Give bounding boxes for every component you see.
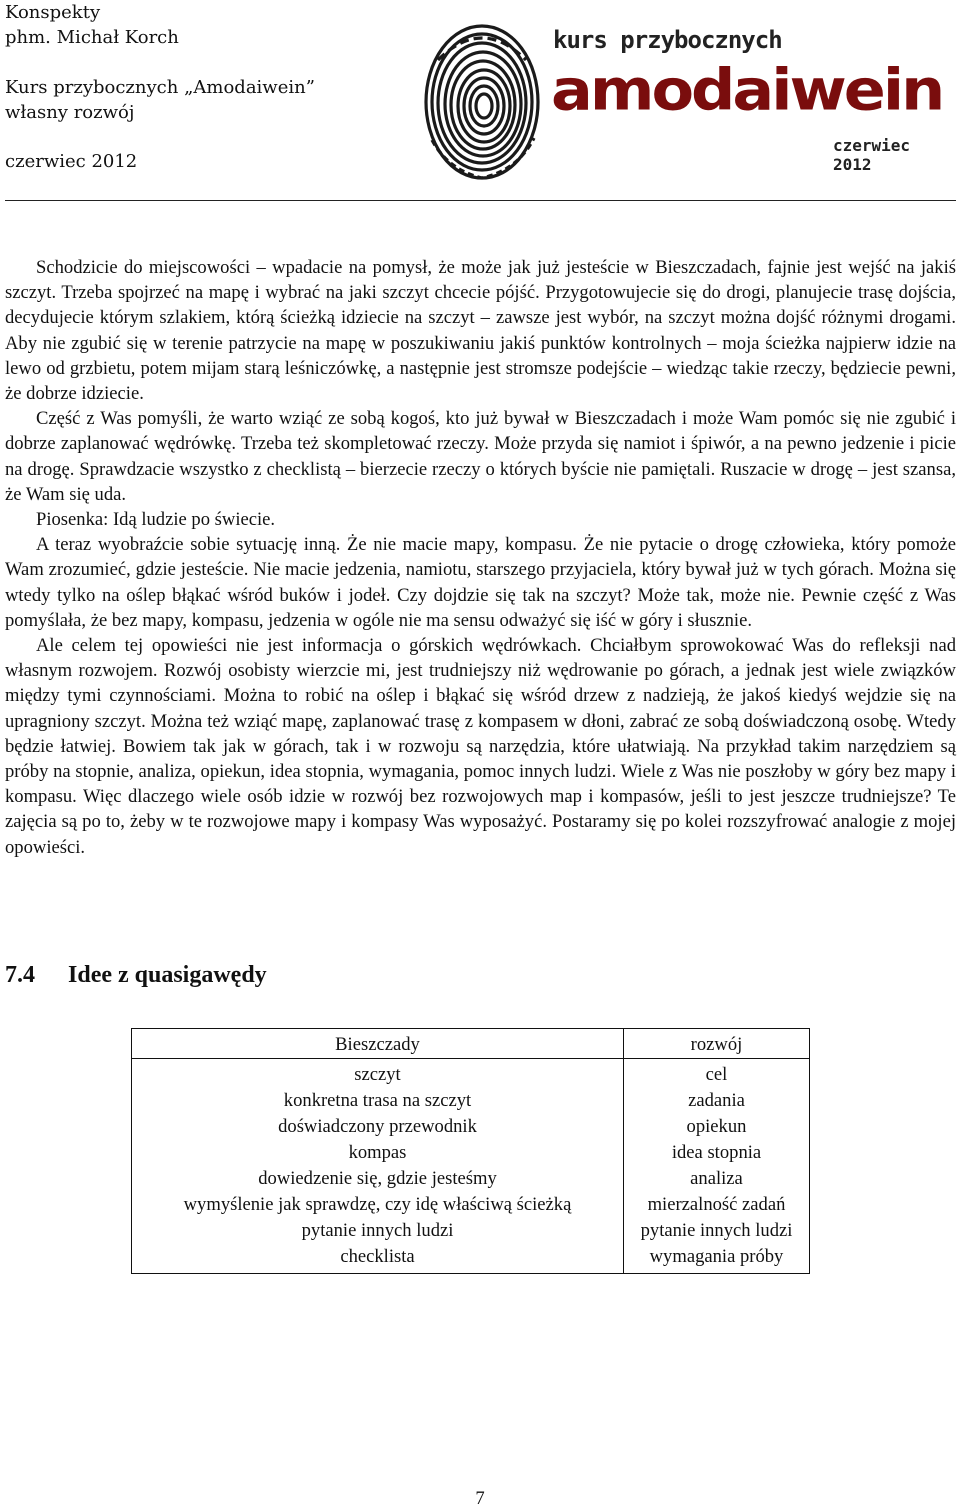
table-cell: mierzalność zadań: [624, 1192, 810, 1218]
table-row: [132, 1114, 810, 1140]
header-course: Kurs przybocznych „Amodaiwein”: [5, 77, 315, 98]
table-cell: pytanie innych ludzi: [624, 1218, 810, 1244]
header-author: phm. Michał Korch: [5, 27, 179, 48]
table-cell: checklista: [132, 1244, 624, 1274]
table-header-cell: rozwój: [624, 1029, 810, 1059]
table-cell: wymyślenie jak sprawdzę, czy idę właściwą ścieżką: [132, 1192, 624, 1218]
table-cell: kompas: [132, 1140, 624, 1166]
paragraph: Część z Was pomyśli, że warto wziąć ze sobą kogoś, kto już bywał w Bieszczadach i może Wam pomóc się nie zgubić i dobrze zaplanować wędrówkę. Trzeba też skompletować rzeczy. Może przyda się namiot i śpiwór, a na pewno jedzenie i picie na drogę. Sprawdzacie wszystko z checklistą – bierzecie rzeczy o których byście nie pamiętali. Ruszacie w drogę – jest szansa, że Wam się uda.: [5, 408, 956, 505]
table-cell: doświadczony przewodnik: [132, 1114, 624, 1140]
header-rule: [5, 200, 956, 201]
table-cell: konkretna trasa na szczyt: [132, 1088, 624, 1114]
header-date: czerwiec 2012: [5, 151, 138, 172]
header-topic: własny rozwój: [5, 102, 135, 123]
table-row: [132, 1192, 810, 1218]
table-cell: pytanie innych ludzi: [132, 1218, 624, 1244]
body-text: [5, 255, 956, 860]
paragraph: Schodzicie do miejscowości – wpadacie na pomysł, że może jak już jesteście w Bieszczadach, fajnie jest wejść na jakiś szczyt. Trzeba spojrzeć na mapę i wybrać na jaki szczyt chcecie pójść. Przygotowujecie się do drogi, planujecie trasę dojścia, decydujecie którym szlakiem, którą ścieżką idziecie na szczyt – zawsze jest wybór, na szczyt można dojść różnymi drogami. Aby nie zgubić się w terenie patrzycie na mapę w poszukiwaniu jakiś punktów kontrolnych – moja ścieżka najpierw idzie na lewo od grzbietu, potem mijam starą leśniczówkę, a następnie jest stromsze podejście – wiedząc takie rzeczy, będziecie pewni, że dobrze idziecie.: [5, 257, 956, 405]
table-row: [132, 1059, 810, 1089]
table-header-row: [132, 1029, 810, 1059]
section-title: Idee z quasigawędy: [68, 962, 267, 988]
table-row: [132, 1140, 810, 1166]
table-cell: zadania: [624, 1088, 810, 1114]
table-row: [132, 1166, 810, 1192]
document-header: [5, 0, 315, 174]
table-cell: analiza: [624, 1166, 810, 1192]
table-cell: szczyt: [132, 1059, 624, 1089]
header-title: Konspekty: [5, 2, 101, 23]
table-cell: dowiedzenie się, gdzie jesteśmy: [132, 1166, 624, 1192]
table-cell: cel: [624, 1059, 810, 1089]
table-row: [132, 1218, 810, 1244]
table-cell: idea stopnia: [624, 1140, 810, 1166]
paragraph: Piosenka: Idą ludzie po świecie.: [36, 509, 276, 531]
table-row: [132, 1088, 810, 1114]
course-logo: [553, 26, 953, 186]
table-cell: opiekun: [624, 1114, 810, 1140]
paragraph: A teraz wyobraźcie sobie sytuację inną. Że nie macie mapy, kompasu. Że nie pytacie o drogę człowieka, który pomoże Wam zrozumieć, gdzie jesteście. Nie macie jedzenia, namiotu, starszego przyjaciela, który bywał już w tych górach. Można się wtedy tylko na oślep błąkać wśród buków i jodeł. Czy dojdzie się tak na szczyt? Może tak, może nie. Pewnie część z Was pomyślała, że bez mapy, kompasu, jedzenia w ogóle nie ma sensu odważyć się iść w góry i słusznie.: [5, 534, 956, 631]
logo-brand: amodaiwein: [551, 56, 943, 124]
page-number: 7: [475, 1488, 485, 1509]
table-cell: wymagania próby: [624, 1244, 810, 1274]
table-row: [132, 1244, 810, 1274]
logo-date: czerwiec 2012: [833, 136, 911, 174]
section-heading: [5, 962, 267, 989]
section-number: 7.4: [5, 962, 35, 988]
logo-subtitle: kurs przybocznych: [553, 26, 782, 54]
fingerprint-icon: [418, 20, 546, 184]
table-header-cell: Bieszczady: [132, 1029, 624, 1059]
paragraph: Ale celem tej opowieści nie jest informacja o górskich wędrówkach. Chciałbym sprowokować Was do refleksji nad własnym rozwojem. Rozwój osobisty wierzcie mi, jest trudniejszy niż wędrowanie po górach, a jednak jest wiele związków między tymi czynnościami. Można to robić na oślep i błąkać się wśród drzew z nadzieją, że jakoś kiedyś wejdzie się na upragniony szczyt. Można też wziąć mapę, zaplanować trasę z kompasem w dłoni, zabrać ze sobą doświadczoną osobę. Wtedy będzie łatwiej. Bowiem tak jak w górach, tak i w rozwoju są narzędzia, które ułatwiają. Na przykład takim narzędziem są próby na stopnie, analiza, opiekun, idea stopnia, wymagania, pomoc innych ludzi. Wiele z Was nie poszłoby w góry bez mapy i kompasu. Więc dlaczego wiele osób idzie w rozwój bez rozwojowych map i kompasów, jeśli to jest jeszcze trudniejsze? Te zajęcia są po to, żeby w te rozwojowe mapy i kompasy Was wyposażyć. Postaramy się po kolei rozszyfrować analogie z mojej opowieści.: [5, 635, 956, 858]
analogy-table: [131, 1028, 810, 1274]
